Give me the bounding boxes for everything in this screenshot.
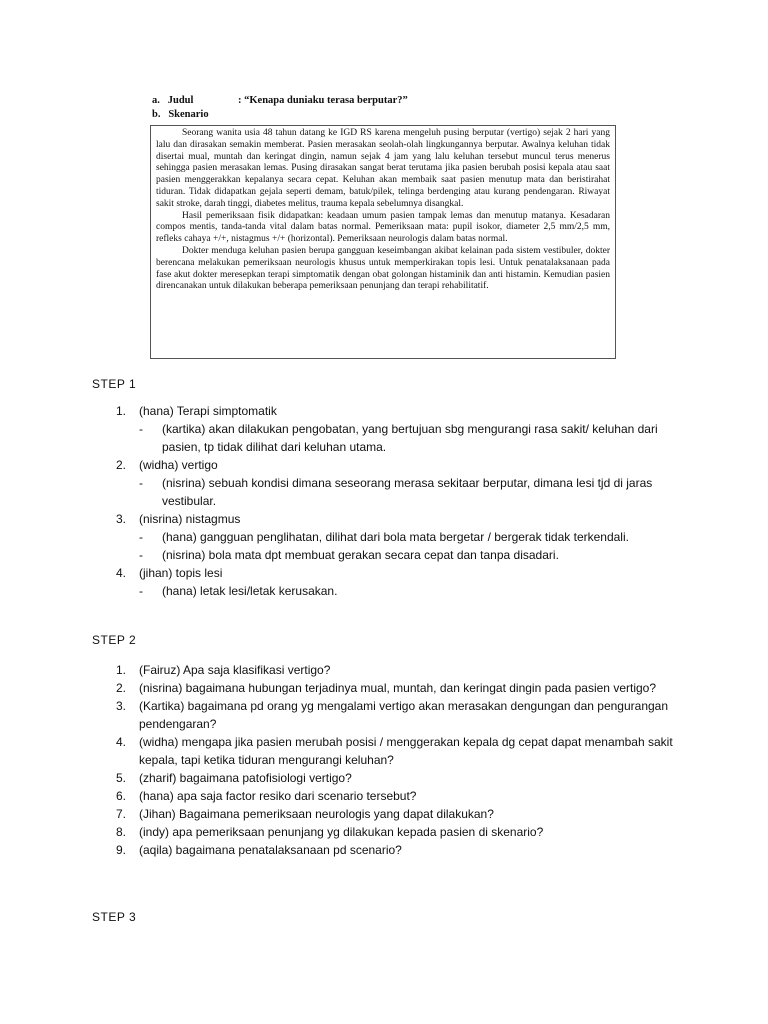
sub-list-item: - (hana) letak lesi/letak kerusakan. [139,584,338,598]
step2-list [116,661,686,859]
list-item: 8. (indy) apa pemeriksaan penunjang yg dilakukan kepada pasien di skenario? [116,825,544,839]
sub-list [139,528,686,564]
list-item: 2. (widha) vertigo - (nisrina) sebuah kondisi dimana seseorang merasa sekitaar berputar, dimana lesi tjd di jaras vestibular. [116,456,686,510]
sub-list-item: - (hana) gangguan penglihatan, dilihat dari bola mata bergetar / bergerak tidak terkendali. [139,530,629,544]
header-scenario-key: b. Skenario [152,109,209,120]
scenario-paragraph: Hasil pemeriksaan fisik didapatkan: keadaan umum pasien tampak lemas dan menutup matanya. Kesadaran compos mentis, tanda-tanda vital dalam batas normal. Pemeriksaan mata: pupil isokor, diameter 2,5 mm/2,5 mm, refleks cahaya +/+, nistagmus +/+ (horizontal). Pemeriksaan neurologis dalam batas normal. [156,210,610,245]
list-item: 1. (hana) Terapi simptomatik - (kartika) akan dilakukan pengobatan, yang bertujuan sbg mengurangi rasa sakit/ keluhan dari pasien, tp tidak dilihat dari keluhan utama. [116,402,686,456]
list-item: 6. (hana) apa saja factor resiko dari scenario tersebut? [116,789,417,803]
scenario-header [152,94,408,122]
list-item: 4. (widha) mengapa jika pasien merubah posisi / menggerakan kepala dg cepat dapat menambah sakit kepala, tapi ketika tiduran mengurangi keluhan? [116,735,673,767]
list-item: 2. (nisrina) bagaimana hubungan terjadinya mual, muntah, dan keringat dingin pada pasien vertigo? [116,681,657,695]
step1-title: STEP 1 [92,377,137,391]
header-title-line [152,94,408,108]
sub-list [139,420,686,456]
list-item: 1. (Fairuz) Apa saja klasifikasi vertigo? [116,663,331,677]
sub-list-item: - (nisrina) bola mata dpt membuat gerakan secara cepat dan tanpa disadari. [139,548,559,562]
step3-title: STEP 3 [92,910,137,924]
scenario-paragraph: Seorang wanita usia 48 tahun datang ke IGD RS karena mengeluh pusing berputar (vertigo) sejak 2 hari yang lalu dan dirasakan semakin memberat. Pasien merasakan seolah-olah lingkungannya berputar. Awalnya keluhan tidak disertai mual, muntah dan keringat dingin, namun sejak 4 jam yang lalu keluhan tersebut muncul terus menerus sehingga pasien merasakan lemas. Pusing dirasakan sangat berat terutama jika pasien berubah posisi kepala atau saat pasien menggerakkan kepalanya secara cepat. Keluhan akan membaik saat pasien menutup mata dan beristirahat tiduran. Tidak didapatkan gejala seperti demam, batuk/pilek, telinga berdenging atau kurang pendengaran. Riwayat sakit stroke, darah tinggi, diabetes melitus, trauma kepala sebelumnya disangkal. [156,128,610,209]
header-scenario-line [152,108,408,122]
list-item: 9. (aqila) bagaimana penatalaksanaan pd scenario? [116,843,402,857]
header-title-value: : “Kenapa duniaku terasa berputar?” [238,95,408,106]
sub-list [139,582,686,600]
list-item: 5. (zharif) bagaimana patofisiologi vertigo? [116,771,352,785]
list-item: 3. (Kartika) bagaimana pd orang yg mengalami vertigo akan merasakan dengungan dan pengurangan pendengaran? [116,699,669,731]
list-item: 4. (jihan) topis lesi - (hana) letak lesi/letak kerusakan. [116,564,686,600]
step1-list [116,402,686,600]
step2-title: STEP 2 [92,633,137,647]
sub-list [139,474,686,510]
sub-list-item: - (nisrina) sebuah kondisi dimana seseorang merasa sekitaar berputar, dimana lesi tjd di jaras vestibular. [139,476,653,508]
scenario-paragraph: Dokter menduga keluhan pasien berupa gangguan keseimbangan akibat kelainan pada sistem vestibuler, dokter berencana melakukan pemeriksaan neurologis khusus untuk memperkirakan topis lesi. Untuk penatalaksanaan pada fase akut dokter meresepkan terapi simptomatik dengan obat golongan histaminik dan anti histamin. Kemudian pasien direncanakan untuk dilakukan beberapa pemeriksaan penunjang dan terapi rehabilitatif. [156,245,610,292]
header-title-key: a. Judul [152,95,194,106]
list-item: 3. (nisrina) nistagmus - (hana) gangguan penglihatan, dilihat dari bola mata bergetar / bergerak tidak terkendali. - (nisrina) bola mata dpt membuat gerakan secara cepat dan tanpa disadari. [116,510,686,564]
sub-list-item: - (kartika) akan dilakukan pengobatan, yang bertujuan sbg mengurangi rasa sakit/ keluhan dari pasien, tp tidak dilihat dari keluhan utama. [139,422,658,454]
scenario-box [150,125,616,359]
list-item: 7. (Jihan) Bagaimana pemeriksaan neurologis yang dapat dilakukan? [116,807,494,821]
